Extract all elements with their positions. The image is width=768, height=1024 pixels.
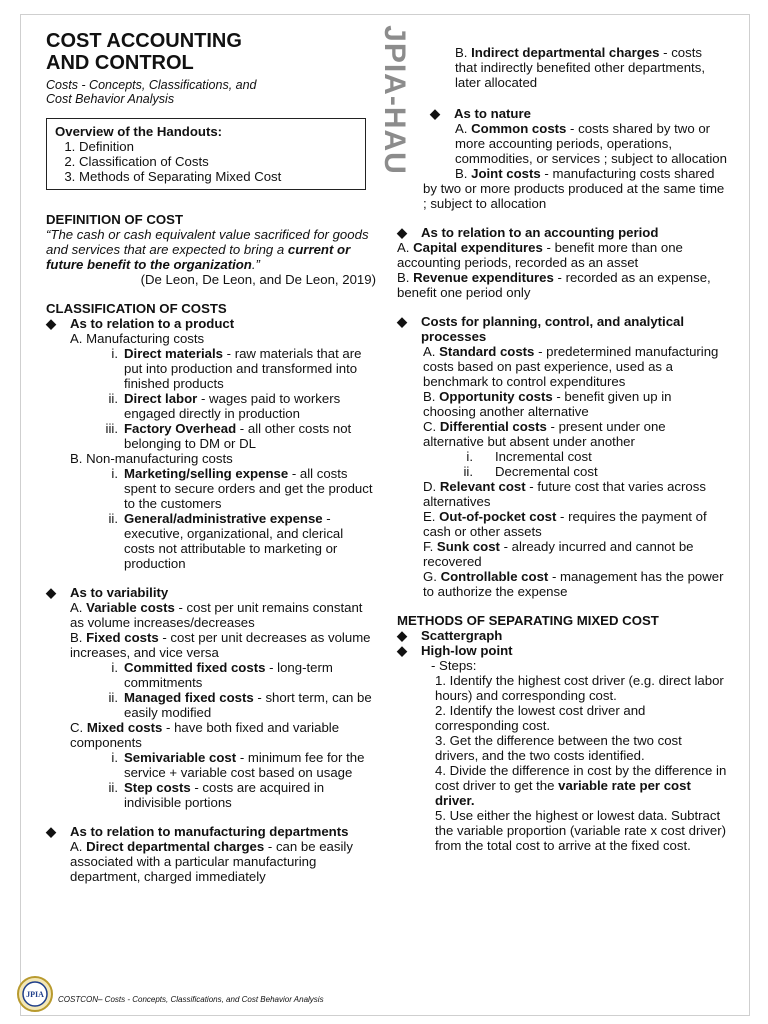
methods-heading: METHODS OF SEPARATING MIXED COST [397,613,659,628]
list-item: ii. Step costs - costs are acquired in indivisible portions [108,780,325,810]
diamond-icon: ◆ [46,316,57,331]
list-item: 4. Divide the difference in cost by the difference in cost driver to get the variable rate per cost driver. [435,763,727,808]
left-column [46,30,376,884]
diamond-icon: ◆ [397,628,408,643]
list-item: A. Standard costs - predetermined manufacturing costs based on past experience, used as a benchmark to control expenditures [423,344,719,389]
definition-heading: DEFINITION OF COST [46,212,184,227]
document-title: COST ACCOUNTING AND CONTROL [46,30,242,74]
variable-costs-item: A. Variable costs - cost per unit remains constant as volume increases/decreases [70,600,363,630]
overview-item: 3. Methods of Separating Mixed Cost [79,169,357,184]
right-column [397,45,727,853]
list-item: i. Committed fixed costs - long-term commitments [111,660,333,690]
bullet-accounting-period: ◆ As to relation to an accounting period [397,225,659,240]
svg-text:JPIA: JPIA [26,990,44,999]
list-item: 2. Identify the lowest cost driver and corresponding cost. [435,703,646,733]
diamond-icon: ◆ [397,643,408,658]
indirect-departmental-item: B. Indirect departmental charges - costs that indirectly benefited other departments, later allocated [455,45,705,90]
list-item: ii. Decremental cost [463,464,598,479]
list-item: i. Semivariable cost - minimum fee for the service + variable cost based on usage [111,750,365,780]
overview-item: 1. Definition [79,139,357,154]
bullet-highlow: ◆ High-low point [397,643,513,658]
list-item: ii. Direct labor - wages paid to workers engaged directly in production [108,391,341,421]
diamond-icon: ◆ [397,225,408,240]
list-item: D. Relevant cost - future cost that varies across alternatives [423,479,706,509]
document-subtitle: Costs - Concepts, Classifications, and Cost Behavior Analysis [46,78,257,106]
mixed-costs-item: C. Mixed costs - have both fixed and variable components [70,720,340,750]
diamond-icon: ◆ [46,824,57,839]
bullet-nature: ◆ As to nature [430,106,531,121]
bullet-product: ◆ As to relation to a product [46,316,235,331]
list-item: C. Differential costs - present under one alternative but absent under another [423,419,666,449]
overview-box [46,118,366,190]
common-costs-item: A. Common costs - costs shared by two or more accounting periods, operations, commodities, or services ; subject to allocation [455,121,727,166]
direct-departmental-item: A. Direct departmental charges - can be easily associated with a particular manufacturing department, charged immediately [70,839,353,884]
bullet-variability: ◆ As to variability [46,585,169,600]
footer-text: COSTCON– Costs - Concepts, Classifications, and Cost Behavior Analysis [58,995,324,1004]
non-manufacturing-costs-label: B. Non-manufacturing costs [70,451,233,466]
definition-quote: “The cash or cash equivalent value sacrificed for goods and services that are expected to bring a current or future benefit to the organization.” [46,227,369,272]
manufacturing-costs-label: A. Manufacturing costs [70,331,205,346]
diamond-icon: ◆ [397,314,408,329]
list-item: ii. Managed fixed costs - short term, can be easily modified [108,690,372,720]
fixed-costs-item: B. Fixed costs - cost per unit decreases as volume increases, and vice versa [70,630,371,660]
definition-citation: (De Leon, De Leon, and De Leon, 2019) [140,272,376,287]
definition-section [46,212,376,287]
bullet-planning: ◆ Costs for planning, control, and analytical processes [397,314,685,344]
list-item: i. Direct materials - raw materials that are put into production and transformed into finished products [111,346,362,391]
list-item: E. Out-of-pocket cost - requires the payment of cash or other assets [423,509,707,539]
overview-title: Overview of the Handouts: [55,124,223,139]
classification-section [46,301,376,884]
classification-heading: CLASSIFICATION OF COSTS [46,301,227,316]
list-item: F. Sunk cost - already incurred and cannot be recovered [423,539,694,569]
list-item: 3. Get the difference between the two cost drivers, and the two costs identified. [435,733,682,763]
side-label: JPIA-HAU [378,25,411,175]
list-item: i. Marketing/selling expense - all costs spent to secure orders and get the product to the customers [111,466,373,511]
planning-list [397,344,727,599]
list-item: B. Opportunity costs - benefit given up in choosing another alternative [423,389,672,419]
revenue-expenditures-item: B. Revenue expenditures - recorded as an expense, benefit one period only [397,270,711,300]
jpia-logo [16,975,54,1013]
list-item: 5. Use either the highest or lowest data. Subtract the variable proportion (variable rate x cost driver) from the total cost to arrive at the fixed cost. [435,808,726,853]
list-item: ii. General/administrative expense - executive, organizational, and clerical costs not attributable to marketing or production [108,511,344,571]
capital-expenditures-item: A. Capital expenditures - benefit more than one accounting periods, recorded as an asset [397,240,683,270]
list-item: 1. Identify the highest cost driver (e.g. direct labor hours) and corresponding cost. [435,673,724,703]
overview-item: 2. Classification of Costs [79,154,357,169]
diamond-icon: ◆ [46,585,57,600]
list-item: i. Incremental cost [466,449,592,464]
bullet-manufacturing-departments: ◆ As to relation to manufacturing departments [46,824,349,839]
list-item: G. Controllable cost - management has the power to authorize the expense [423,569,724,599]
joint-costs-item: B. Joint costs - manufacturing costs shared by two or more products produced at the same time ; subject to allocation [423,166,725,211]
list-item: iii. Factory Overhead - all other costs not belonging to DM or DL [105,421,352,451]
steps-label: - Steps: [431,658,477,673]
steps-list [397,658,727,853]
diamond-icon: ◆ [430,106,441,121]
bullet-scattergraph: ◆ Scattergraph [397,628,503,643]
overview-list [55,139,357,184]
